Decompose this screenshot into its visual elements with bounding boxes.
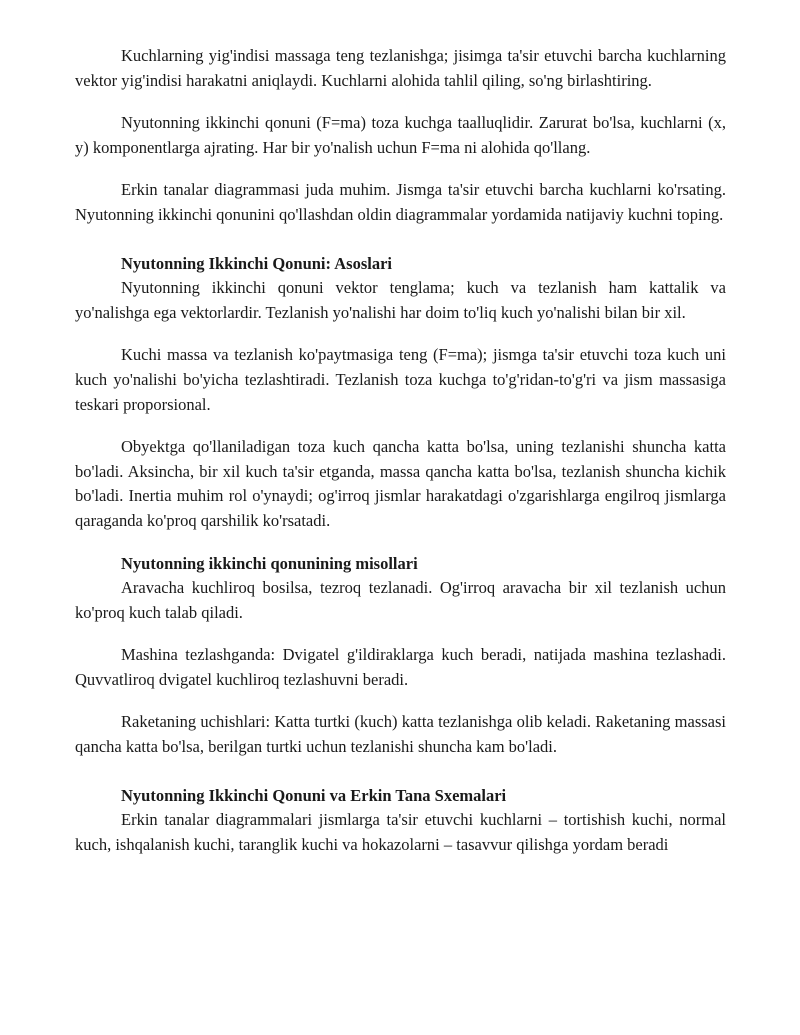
section-paragraph: Mashina tezlashganda: Dvigatel g'ildiraklarga kuch beradi, natijada mashina tezlashadi. Quvvatliroq dvigatel kuchliroq tezlashuvni beradi.: [75, 645, 726, 689]
section-basics: [75, 252, 726, 534]
section-free-body: [75, 784, 726, 858]
section-heading: Nyutonning ikkinchi qonunining misollari: [121, 553, 418, 573]
section-paragraph: Obyektga qo'llaniladigan toza kuch qancha katta bo'lsa, uning tezlanishi shuncha katta bo'ladi. Aksincha, bir xil kuch ta'sir etganda, massa qancha katta bo'lsa, tezlanish shuncha kichik bo'ladi. Inertia muhim rol o'ynaydi; og'irroq jismlar harakatdagi o'zgarishlarga engilroq jismlarga qaraganda ko'proq qarshilik ko'rsatadi.: [75, 437, 726, 530]
intro-paragraph-1: Kuchlarning yig'indisi massaga teng tezlanishga; jisimga ta'sir etuvchi barcha kuchlarning vektor yig'indisi harakatni aniqlaydi. Kuchlarni alohida tahlil qiling, so'ng birlashtiring.: [75, 46, 726, 90]
section-heading: Nyutonning Ikkinchi Qonuni va Erkin Tana Sxemalari: [121, 785, 507, 805]
section-paragraph: Raketaning uchishlari: Katta turtki (kuch) katta tezlanishga olib keladi. Raketaning massasi qancha katta bo'lsa, berilgan turtki uchun tezlanishi shuncha kam bo'ladi.: [75, 712, 726, 757]
section-examples: [75, 552, 726, 760]
intro-paragraph-3: Erkin tanalar diagrammasi juda muhim. Jismga ta'sir etuvchi barcha kuchlarni ko'rsating. Nyutonning ikkinchi qonunini qo'llashdan oldin diagrammalar yordamida natijaviy kuchni toping.: [75, 180, 726, 224]
section-heading: Nyutonning Ikkinchi Qonuni: Asoslari: [121, 253, 392, 273]
intro-paragraph-2: Nyutonning ikkinchi qonuni (F=ma) toza kuchga taalluqlidir. Zarurat bo'lsa, kuchlarni (x, y) komponentlarga ajrating. Har bir yo'nalish uchun F=ma ni alohida qo'llang.: [75, 113, 726, 157]
section-paragraph: Erkin tanalar diagrammalari jismlarga ta'sir etuvchi kuchlarni – tortishish kuchi, normal kuch, ishqalanish kuchi, taranglik kuchi va hokazolarni – tasavvur qilishga yordam beradi: [75, 810, 726, 854]
section-paragraph: Aravacha kuchliroq bosilsa, tezroq tezlanadi. Og'irroq aravacha bir xil tezlanish uchun ko'proq kuch talab qiladi.: [75, 578, 726, 622]
section-paragraph: Kuchi massa va tezlanish ko'paytmasiga teng (F=ma); jismga ta'sir etuvchi toza kuch uni kuch yo'nalishi bo'yicha tezlashtiradi. Tezlanish toza kuchga to'g'ridan-to'g'ri va jism massasiga teskari proporsional.: [75, 345, 726, 414]
section-paragraph: Nyutonning ikkinchi qonuni vektor tenglama; kuch va tezlanish ham kattalik va yo'nalishga ega vektorlardir. Tezlanish yo'nalishi har doim to'liq kuch yo'nalishi bilan bir xil.: [75, 278, 726, 322]
